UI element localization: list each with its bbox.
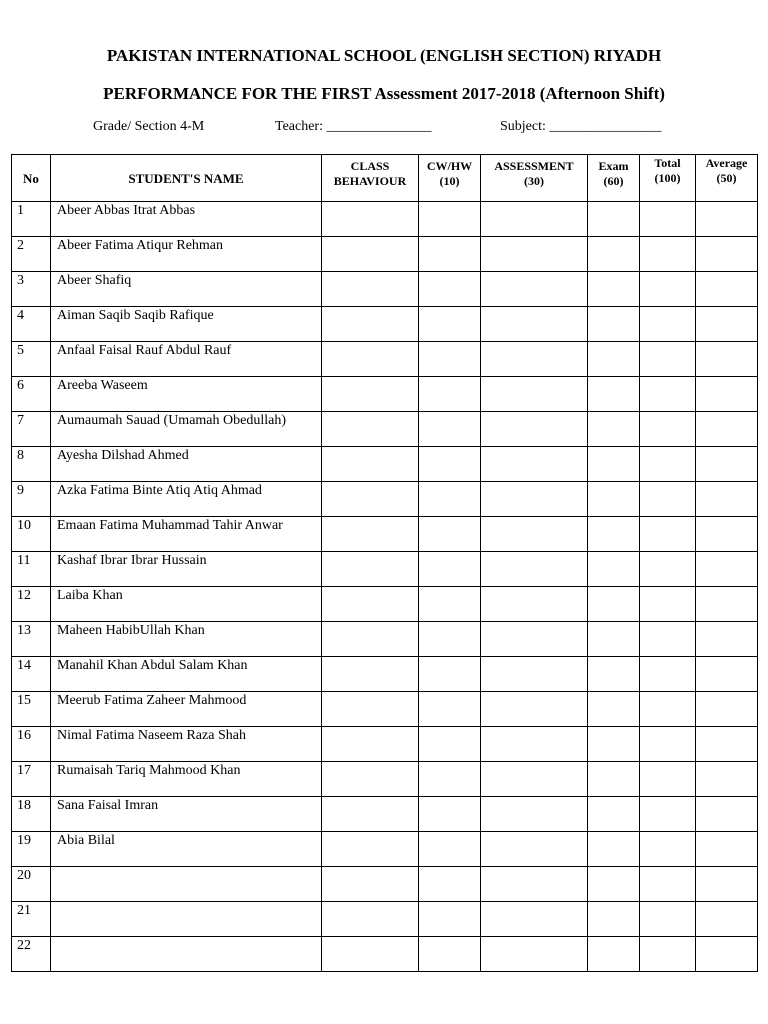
exam-score-cell: [588, 692, 640, 727]
total-score-cell: [640, 902, 696, 937]
table-row: [12, 272, 758, 307]
row-number: 22: [12, 937, 51, 972]
exam-score-cell: [588, 202, 640, 237]
total-score-cell: [640, 622, 696, 657]
cwhw-score-cell: [419, 377, 481, 412]
student-name: [51, 902, 322, 937]
table-row: [12, 307, 758, 342]
cwhw-score-cell: [419, 797, 481, 832]
assessment-score-cell: [481, 237, 588, 272]
assessment-score-cell: [481, 797, 588, 832]
assessment-score-cell: [481, 657, 588, 692]
total-score-cell: [640, 692, 696, 727]
behaviour-score-cell: [322, 797, 419, 832]
header-class-behaviour: [322, 155, 419, 202]
total-score-cell: [640, 412, 696, 447]
table-row: [12, 622, 758, 657]
cwhw-score-cell: [419, 727, 481, 762]
exam-score-cell: [588, 657, 640, 692]
table-row: [12, 587, 758, 622]
average-score-cell: [696, 307, 758, 342]
behaviour-score-cell: [322, 762, 419, 797]
average-score-cell: [696, 552, 758, 587]
assessment-score-cell: [481, 482, 588, 517]
behaviour-score-cell: [322, 587, 419, 622]
table-row: [12, 412, 758, 447]
student-name: Meerub Fatima Zaheer Mahmood: [51, 692, 322, 727]
exam-score-cell: [588, 517, 640, 552]
total-score-cell: [640, 482, 696, 517]
table-row: [12, 517, 758, 552]
row-number: 12: [12, 587, 51, 622]
average-score-cell: [696, 692, 758, 727]
student-name: Abeer Abbas Itrat Abbas: [51, 202, 322, 237]
average-score-cell: [696, 622, 758, 657]
total-score-cell: [640, 447, 696, 482]
header-assessment-line1: ASSESSMENT: [494, 159, 574, 173]
row-number: 9: [12, 482, 51, 517]
cwhw-score-cell: [419, 517, 481, 552]
average-score-cell: [696, 517, 758, 552]
header-average-line2: (50): [716, 171, 737, 185]
table-row: [12, 937, 758, 972]
exam-score-cell: [588, 342, 640, 377]
behaviour-score-cell: [322, 377, 419, 412]
header-exam-line2: (60): [603, 174, 624, 188]
row-number: 6: [12, 377, 51, 412]
assessment-score-cell: [481, 762, 588, 797]
cwhw-score-cell: [419, 832, 481, 867]
average-score-cell: [696, 797, 758, 832]
table-body: [12, 202, 758, 972]
assessment-score-cell: [481, 517, 588, 552]
average-score-cell: [696, 657, 758, 692]
table-row: [12, 237, 758, 272]
table-row: [12, 377, 758, 412]
row-number: 16: [12, 727, 51, 762]
average-score-cell: [696, 237, 758, 272]
header-total-line1: Total: [654, 156, 681, 170]
average-score-cell: [696, 762, 758, 797]
total-score-cell: [640, 272, 696, 307]
cwhw-score-cell: [419, 692, 481, 727]
cwhw-score-cell: [419, 307, 481, 342]
assessment-score-cell: [481, 307, 588, 342]
cwhw-score-cell: [419, 412, 481, 447]
table-row: [12, 727, 758, 762]
total-score-cell: [640, 342, 696, 377]
total-score-cell: [640, 657, 696, 692]
header-average-line1: Average: [705, 156, 748, 170]
behaviour-score-cell: [322, 622, 419, 657]
behaviour-score-cell: [322, 412, 419, 447]
exam-score-cell: [588, 902, 640, 937]
row-number: 14: [12, 657, 51, 692]
behaviour-score-cell: [322, 727, 419, 762]
assessment-score-cell: [481, 447, 588, 482]
total-score-cell: [640, 237, 696, 272]
row-number: 19: [12, 832, 51, 867]
header-total: [640, 155, 696, 202]
behaviour-score-cell: [322, 937, 419, 972]
behaviour-score-cell: [322, 517, 419, 552]
row-number: 7: [12, 412, 51, 447]
behaviour-score-cell: [322, 832, 419, 867]
cwhw-score-cell: [419, 587, 481, 622]
table-row: [12, 902, 758, 937]
cwhw-score-cell: [419, 902, 481, 937]
behaviour-score-cell: [322, 307, 419, 342]
row-number: 10: [12, 517, 51, 552]
cwhw-score-cell: [419, 237, 481, 272]
header-cwhw-line1: CW/HW: [426, 159, 473, 173]
exam-score-cell: [588, 622, 640, 657]
average-score-cell: [696, 902, 758, 937]
row-number: 21: [12, 902, 51, 937]
behaviour-score-cell: [322, 692, 419, 727]
average-score-cell: [696, 587, 758, 622]
average-score-cell: [696, 482, 758, 517]
assessment-score-cell: [481, 377, 588, 412]
assessment-score-cell: [481, 937, 588, 972]
student-name: Anfaal Faisal Rauf Abdul Rauf: [51, 342, 322, 377]
row-number: 2: [12, 237, 51, 272]
student-name: Ayesha Dilshad Ahmed: [51, 447, 322, 482]
row-number: 20: [12, 867, 51, 902]
row-number: 3: [12, 272, 51, 307]
student-name: [51, 937, 322, 972]
total-score-cell: [640, 727, 696, 762]
total-score-cell: [640, 377, 696, 412]
behaviour-score-cell: [322, 202, 419, 237]
table-row: [12, 867, 758, 902]
assessment-score-cell: [481, 412, 588, 447]
performance-table: [11, 154, 758, 972]
assessment-score-cell: [481, 622, 588, 657]
student-name: Abeer Fatima Atiqur Rehman: [51, 237, 322, 272]
student-name: Nimal Fatima Naseem Raza Shah: [51, 727, 322, 762]
table-header-row: [12, 155, 758, 202]
row-number: 4: [12, 307, 51, 342]
cwhw-score-cell: [419, 552, 481, 587]
average-score-cell: [696, 867, 758, 902]
cwhw-score-cell: [419, 937, 481, 972]
header-cwhw-line2: (10): [439, 174, 460, 188]
exam-score-cell: [588, 867, 640, 902]
average-score-cell: [696, 342, 758, 377]
student-name: Kashaf Ibrar Ibrar Hussain: [51, 552, 322, 587]
row-number: 1: [12, 202, 51, 237]
student-name: Azka Fatima Binte Atiq Atiq Ahmad: [51, 482, 322, 517]
table-row: [12, 657, 758, 692]
average-score-cell: [696, 832, 758, 867]
table-row: [12, 482, 758, 517]
average-score-cell: [696, 377, 758, 412]
header-behaviour-line1: CLASS: [350, 159, 390, 173]
cwhw-score-cell: [419, 867, 481, 902]
table-row: [12, 762, 758, 797]
row-number: 11: [12, 552, 51, 587]
student-name: Areeba Waseem: [51, 377, 322, 412]
cwhw-score-cell: [419, 657, 481, 692]
assessment-score-cell: [481, 552, 588, 587]
table-row: [12, 692, 758, 727]
cwhw-score-cell: [419, 342, 481, 377]
table-row: [12, 832, 758, 867]
exam-score-cell: [588, 832, 640, 867]
exam-score-cell: [588, 552, 640, 587]
header-behaviour-line2: BEHAVIOUR: [333, 174, 407, 188]
assessment-score-cell: [481, 342, 588, 377]
average-score-cell: [696, 272, 758, 307]
total-score-cell: [640, 832, 696, 867]
behaviour-score-cell: [322, 447, 419, 482]
student-name: Aiman Saqib Saqib Rafique: [51, 307, 322, 342]
exam-score-cell: [588, 272, 640, 307]
average-score-cell: [696, 937, 758, 972]
header-average: [696, 155, 758, 202]
exam-score-cell: [588, 797, 640, 832]
header-assessment: [481, 155, 588, 202]
total-score-cell: [640, 762, 696, 797]
cwhw-score-cell: [419, 447, 481, 482]
average-score-cell: [696, 447, 758, 482]
assessment-score-cell: [481, 272, 588, 307]
header-total-line2: (100): [654, 171, 681, 185]
behaviour-score-cell: [322, 272, 419, 307]
total-score-cell: [640, 797, 696, 832]
row-number: 17: [12, 762, 51, 797]
exam-score-cell: [588, 762, 640, 797]
total-score-cell: [640, 867, 696, 902]
total-score-cell: [640, 552, 696, 587]
cwhw-score-cell: [419, 762, 481, 797]
header-assessment-line2: (30): [524, 174, 544, 188]
student-name: Manahil Khan Abdul Salam Khan: [51, 657, 322, 692]
exam-score-cell: [588, 587, 640, 622]
average-score-cell: [696, 412, 758, 447]
assessment-score-cell: [481, 867, 588, 902]
table-row: [12, 797, 758, 832]
exam-score-cell: [588, 307, 640, 342]
assessment-score-cell: [481, 202, 588, 237]
total-score-cell: [640, 517, 696, 552]
exam-score-cell: [588, 447, 640, 482]
student-name: Rumaisah Tariq Mahmood Khan: [51, 762, 322, 797]
row-number: 15: [12, 692, 51, 727]
teacher-field: Teacher: _______________: [275, 119, 432, 134]
student-name: Aumaumah Sauad (Umamah Obedullah): [51, 412, 322, 447]
exam-score-cell: [588, 727, 640, 762]
behaviour-score-cell: [322, 342, 419, 377]
row-number: 13: [12, 622, 51, 657]
cwhw-score-cell: [419, 482, 481, 517]
row-number: 8: [12, 447, 51, 482]
table-row: [12, 447, 758, 482]
student-name: [51, 867, 322, 902]
assessment-score-cell: [481, 692, 588, 727]
behaviour-score-cell: [322, 482, 419, 517]
table-row: [12, 202, 758, 237]
performance-title-rest: Assessment 2017-2018 (Afternoon Shift): [371, 84, 665, 103]
exam-score-cell: [588, 377, 640, 412]
behaviour-score-cell: [322, 902, 419, 937]
assessment-score-cell: [481, 832, 588, 867]
cwhw-score-cell: [419, 202, 481, 237]
grade-section: Grade/ Section 4-M: [93, 119, 205, 134]
student-name: Maheen HabibUllah Khan: [51, 622, 322, 657]
behaviour-score-cell: [322, 552, 419, 587]
performance-title-bold: PERFORMANCE FOR THE FIRST: [103, 84, 372, 103]
student-name: Abia Bilal: [51, 832, 322, 867]
student-name: Emaan Fatima Muhammad Tahir Anwar: [51, 517, 322, 552]
exam-score-cell: [588, 937, 640, 972]
student-name: Laiba Khan: [51, 587, 322, 622]
total-score-cell: [640, 307, 696, 342]
cwhw-score-cell: [419, 622, 481, 657]
behaviour-score-cell: [322, 657, 419, 692]
header-exam: [588, 155, 640, 202]
header-name-label: STUDENT'S NAME: [128, 170, 244, 186]
total-score-cell: [640, 937, 696, 972]
behaviour-score-cell: [322, 237, 419, 272]
header-cwhw: [419, 155, 481, 202]
row-number: 18: [12, 797, 51, 832]
header-no-label: No: [23, 170, 39, 186]
table-row: [12, 342, 758, 377]
cwhw-score-cell: [419, 272, 481, 307]
total-score-cell: [640, 202, 696, 237]
exam-score-cell: [588, 237, 640, 272]
student-name: Abeer Shafiq: [51, 272, 322, 307]
header-student-name: [51, 155, 322, 202]
average-score-cell: [696, 727, 758, 762]
performance-title: [0, 84, 768, 104]
exam-score-cell: [588, 412, 640, 447]
behaviour-score-cell: [322, 867, 419, 902]
assessment-score-cell: [481, 587, 588, 622]
average-score-cell: [696, 202, 758, 237]
student-name: Sana Faisal Imran: [51, 797, 322, 832]
total-score-cell: [640, 587, 696, 622]
header-exam-line1: Exam: [598, 159, 629, 173]
exam-score-cell: [588, 482, 640, 517]
row-number: 5: [12, 342, 51, 377]
subject-field: Subject: ________________: [500, 119, 662, 134]
header-no: [12, 155, 51, 202]
assessment-score-cell: [481, 902, 588, 937]
table-row: [12, 552, 758, 587]
assessment-score-cell: [481, 727, 588, 762]
school-title: PAKISTAN INTERNATIONAL SCHOOL (ENGLISH SECTION) RIYADH: [106, 46, 662, 65]
